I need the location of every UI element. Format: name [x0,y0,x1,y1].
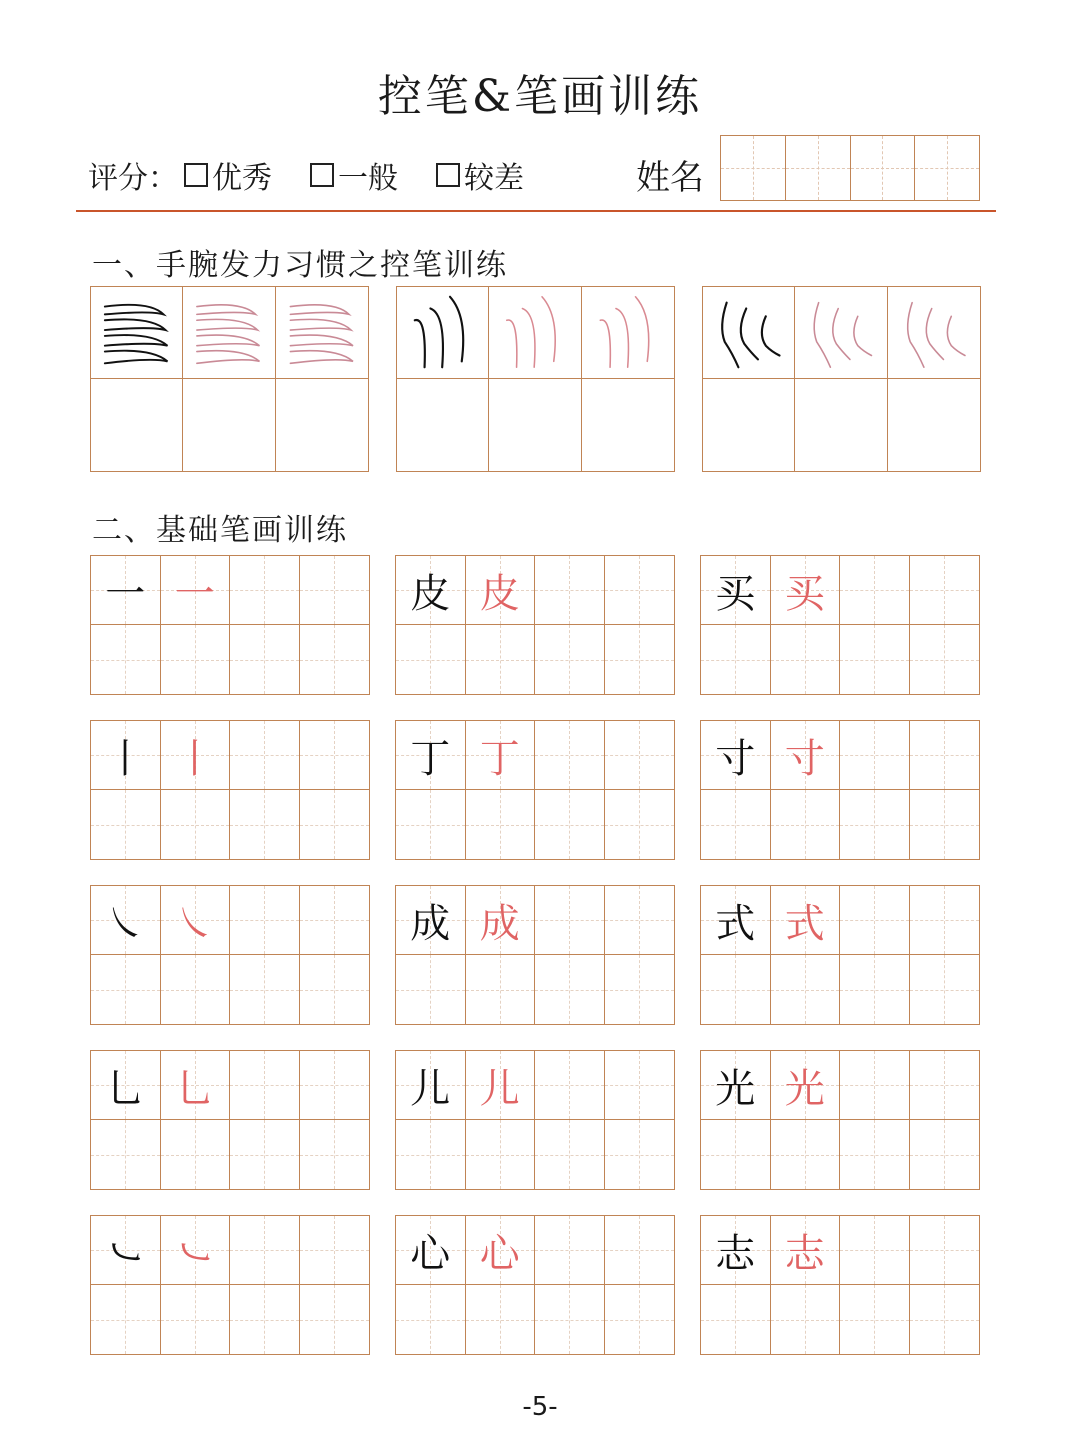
trace-character: 心 [479,1230,520,1277]
character-practice-box [395,1050,675,1190]
practice-cell[interactable] [535,955,605,1024]
model-character: 志 [715,1230,756,1277]
trace-character-cell [466,1051,536,1120]
model-character: 皮 [410,570,451,617]
practice-cell[interactable] [91,955,161,1024]
practice-cell[interactable] [161,955,231,1024]
practice-cell[interactable] [840,1216,910,1285]
model-character: 寸 [715,735,756,782]
model-character-cell [91,1216,161,1285]
trace-character: 买 [784,570,825,617]
practice-cell[interactable] [230,1051,300,1120]
practice-cell[interactable] [605,1216,675,1285]
trace-character: 志 [784,1230,825,1277]
practice-cell[interactable] [910,790,980,859]
practice-cell[interactable] [701,1285,771,1354]
practice-cell[interactable] [910,1051,980,1120]
control-practice-horizontal [90,286,369,472]
practice-cell[interactable] [91,790,161,859]
practice-cell[interactable] [840,556,910,625]
trace-cell [582,287,674,379]
practice-cell[interactable] [771,955,841,1024]
trace-character: ㇃ [174,1230,215,1277]
practice-cell[interactable] [230,1285,300,1354]
rating-label: 评分： [88,161,178,196]
model-character: 乚 [105,1065,146,1112]
practice-cell[interactable] [910,625,980,694]
character-practice-box [395,1215,675,1355]
practice-cell[interactable] [840,625,910,694]
rating-option-label: 一般 [338,161,398,196]
arch-strokes-trace [582,287,674,378]
practice-cell[interactable] [771,1120,841,1189]
model-character: 心 [410,1230,451,1277]
practice-cell[interactable] [230,625,300,694]
practice-cell[interactable] [230,955,300,1024]
trace-character-cell [161,1051,231,1120]
practice-cell[interactable] [910,1285,980,1354]
practice-cell[interactable] [300,790,370,859]
trace-character: 皮 [479,570,520,617]
trace-character: 光 [784,1065,825,1112]
practice-cell[interactable] [535,1216,605,1285]
practice-cell[interactable] [582,379,674,471]
practice-cell[interactable] [910,1216,980,1285]
checkbox-average[interactable] [310,163,334,187]
model-character-cell [91,886,161,955]
horizontal-curves-model [91,287,182,378]
model-character: 儿 [410,1065,451,1112]
trace-character-cell [466,886,536,955]
practice-cell[interactable] [300,556,370,625]
practice-cell[interactable] [230,886,300,955]
practice-cell[interactable] [910,1120,980,1189]
practice-cell[interactable] [300,1285,370,1354]
trace-cell [276,287,368,379]
page-title: 控笔&笔画训练 [377,71,703,122]
trace-character: 丨 [174,735,215,782]
practice-cell[interactable] [771,1285,841,1354]
practice-cell[interactable] [230,556,300,625]
practice-cell[interactable] [605,955,675,1024]
practice-cell[interactable] [701,790,771,859]
model-character-cell [396,1051,466,1120]
practice-cell[interactable] [605,721,675,790]
character-practice-box [90,1215,370,1355]
practice-cell[interactable] [300,721,370,790]
trace-character-cell [161,556,231,625]
practice-cell[interactable] [161,790,231,859]
practice-cell[interactable] [535,556,605,625]
practice-cell[interactable] [535,721,605,790]
name-cell[interactable] [721,136,786,200]
trace-character: ㇏ [174,900,215,947]
rating-option-excellent[interactable] [184,153,272,197]
trace-character-cell [466,556,536,625]
name-writing-grid[interactable] [720,135,980,201]
model-character-cell [701,1216,771,1285]
trace-character-cell [466,721,536,790]
character-practice-box [395,720,675,860]
character-practice-box [90,885,370,1025]
trace-cell [489,287,581,379]
checkbox-poor[interactable] [436,163,460,187]
practice-cell[interactable] [605,556,675,625]
practice-cell[interactable] [605,1051,675,1120]
trace-character: 丁 [479,735,520,782]
practice-cell[interactable] [910,886,980,955]
trace-character: 成 [479,900,520,947]
practice-cell[interactable] [840,1285,910,1354]
trace-cell [888,287,980,379]
character-practice-box [395,885,675,1025]
practice-cell[interactable] [230,1120,300,1189]
model-character-cell [91,1051,161,1120]
practice-cell[interactable] [276,379,368,471]
practice-cell[interactable] [840,955,910,1024]
trace-character-cell [771,556,841,625]
model-character-cell [396,886,466,955]
name-cell[interactable] [851,136,916,200]
practice-cell[interactable] [230,1216,300,1285]
model-character-cell [701,1051,771,1120]
arch-strokes-model [397,287,488,378]
character-practice-box [700,1050,980,1190]
practice-cell[interactable] [910,721,980,790]
page-number: -5- [522,1392,558,1422]
rating-option-poor[interactable] [436,153,524,197]
practice-cell[interactable] [466,955,536,1024]
practice-cell[interactable] [605,625,675,694]
trace-character-cell [771,1216,841,1285]
model-character-cell [91,556,161,625]
model-character: 买 [715,570,756,617]
practice-cell[interactable] [91,1120,161,1189]
practice-cell[interactable] [91,379,183,471]
practice-cell[interactable] [771,625,841,694]
horizontal-curves-trace [183,287,274,378]
model-character-cell [701,886,771,955]
horizontal-curves-trace [276,287,368,378]
practice-cell[interactable] [230,721,300,790]
practice-cell[interactable] [396,625,466,694]
practice-cell[interactable] [230,790,300,859]
trace-character: 一 [174,570,215,617]
character-practice-box [700,1215,980,1355]
practice-cell[interactable] [91,625,161,694]
practice-cell[interactable] [910,556,980,625]
practice-cell[interactable] [840,1051,910,1120]
section2-title: 二、基础笔画训练 [92,513,348,548]
model-character: 成 [410,900,451,947]
practice-cell[interactable] [535,625,605,694]
model-character: 丁 [410,735,451,782]
model-character-cell [91,721,161,790]
rating-option-label: 较差 [464,161,524,196]
practice-cell[interactable] [489,379,581,471]
practice-cell[interactable] [466,625,536,694]
model-character-cell [701,556,771,625]
model-character-cell [396,721,466,790]
practice-cell[interactable] [840,886,910,955]
practice-cell[interactable] [535,790,605,859]
practice-cell[interactable] [605,886,675,955]
practice-cell[interactable] [300,1120,370,1189]
practice-cell[interactable] [300,955,370,1024]
name-cell[interactable] [915,136,979,200]
trace-character-cell [161,886,231,955]
trace-character-cell [161,1216,231,1285]
model-character: 式 [715,900,756,947]
model-cell [91,287,183,379]
practice-cell[interactable] [701,625,771,694]
practice-cell[interactable] [701,955,771,1024]
trace-character: 乚 [174,1065,215,1112]
trace-character: 式 [784,900,825,947]
practice-cell[interactable] [840,721,910,790]
bend-strokes-trace [795,287,886,378]
arch-strokes-trace [489,287,580,378]
practice-cell[interactable] [535,1051,605,1120]
practice-cell[interactable] [888,379,980,471]
character-practice-box [90,720,370,860]
practice-cell[interactable] [605,790,675,859]
model-cell [703,287,795,379]
model-character-cell [701,721,771,790]
checkbox-excellent[interactable] [184,163,208,187]
practice-cell[interactable] [535,1285,605,1354]
bend-strokes-model [703,287,794,378]
practice-cell[interactable] [396,790,466,859]
section1-title: 一、手腕发力习惯之控笔训练 [92,248,508,283]
trace-character: 寸 [784,735,825,782]
name-cell[interactable] [786,136,851,200]
trace-character: 儿 [479,1065,520,1112]
model-character: ㇃ [105,1230,146,1277]
control-practice-arches [396,286,675,472]
practice-cell[interactable] [840,790,910,859]
rating-row [88,150,562,200]
header-divider [76,210,996,212]
practice-cell[interactable] [703,379,795,471]
character-practice-box [700,555,980,695]
practice-cell[interactable] [466,1120,536,1189]
trace-character-cell [161,721,231,790]
practice-cell[interactable] [771,790,841,859]
practice-cell[interactable] [535,886,605,955]
practice-cell[interactable] [397,379,489,471]
character-practice-box [700,720,980,860]
practice-cell[interactable] [300,625,370,694]
trace-character-cell [771,721,841,790]
name-label: 姓名 [636,158,704,198]
practice-cell[interactable] [701,1120,771,1189]
practice-cell[interactable] [396,1285,466,1354]
model-character: ㇏ [105,900,146,947]
trace-character-cell [771,1051,841,1120]
practice-cell[interactable] [396,1120,466,1189]
practice-cell[interactable] [300,886,370,955]
model-character-cell [396,1216,466,1285]
practice-cell[interactable] [300,1216,370,1285]
practice-cell[interactable] [535,1120,605,1189]
practice-cell[interactable] [300,1051,370,1120]
practice-cell[interactable] [605,1120,675,1189]
trace-cell [183,287,275,379]
rating-option-average[interactable] [310,153,398,197]
character-practice-box [90,1050,370,1190]
model-character: 丨 [105,735,146,782]
practice-cell[interactable] [161,1285,231,1354]
bend-strokes-trace [888,287,980,378]
character-practice-box [90,555,370,695]
practice-cell[interactable] [910,955,980,1024]
practice-cell[interactable] [795,379,887,471]
practice-cell[interactable] [466,1285,536,1354]
control-practice-bends [702,286,981,472]
practice-cell[interactable] [840,1120,910,1189]
model-character: 一 [105,570,146,617]
practice-cell[interactable] [183,379,275,471]
practice-cell[interactable] [466,790,536,859]
practice-cell[interactable] [161,1120,231,1189]
trace-cell [795,287,887,379]
practice-cell[interactable] [396,955,466,1024]
practice-cell[interactable] [91,1285,161,1354]
character-practice-box [700,885,980,1025]
trace-character-cell [771,886,841,955]
practice-cell[interactable] [605,1285,675,1354]
model-character: 光 [715,1065,756,1112]
model-cell [397,287,489,379]
trace-character-cell [466,1216,536,1285]
rating-option-label: 优秀 [212,161,272,196]
model-character-cell [396,556,466,625]
character-practice-box [395,555,675,695]
practice-cell[interactable] [161,625,231,694]
